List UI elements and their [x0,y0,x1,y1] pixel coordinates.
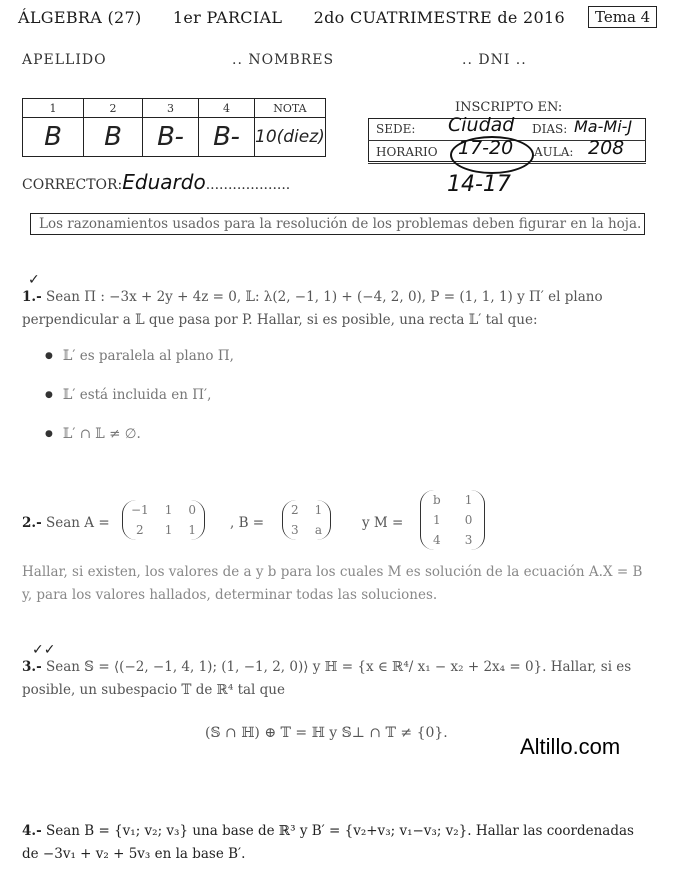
apellido-label: APELLIDO [22,52,107,68]
problem-2-intro [22,512,122,535]
grade-value-3: B- [143,118,199,157]
matrix-b-label: , B = [230,515,265,531]
matrix-a-cell: 0 [188,503,196,517]
matrix-m-cell: 4 [433,533,441,547]
corrector-label: CORRECTOR: [22,177,123,193]
matrix-a-cell: 1 [164,503,173,517]
exam-header [18,8,565,27]
matrix-a-cell: 1 [188,523,196,537]
problem-4-number: 4.- [22,823,42,839]
problem-4-line2: de −3v₁ + v₂ + 5v₃ en la base B′. [22,846,246,862]
matrix-m [420,490,485,550]
grades-table [22,98,326,157]
grade-value-2: B [84,118,143,157]
tema-badge: Tema 4 [588,6,657,28]
parcial-label: 1er PARCIAL [172,8,283,27]
problem-1 [22,286,662,332]
problem-1-bullet-2: ● 𝕃′ está incluida en Π′, [45,387,211,403]
grade-value-1: B [23,118,84,157]
matrix-m-cell: 1 [433,513,441,527]
problem-3-line2: posible, un subespacio 𝕋 de ℝ⁴ tal que [22,682,285,698]
problem-1-line2: perpendicular a 𝕃 que pasa por P. Hallar, si es posible, una recta 𝕃′ tal que: [22,312,538,328]
dias-label: DIAS: [532,122,568,136]
corrector-dots: ................... [205,177,291,193]
inscripto-title: INSCRIPTO EN: [455,100,563,115]
sede-value: Ciudad [448,114,515,136]
problem-2-text [22,561,662,607]
double-check-mark-icon: ✓✓ [32,642,56,658]
sede-label: SEDE: [376,122,416,136]
grade-value-4: B- [199,118,255,157]
problem-3-line1: Sean 𝕊 = ⟨(−2, −1, 4, 1); (1, −1, 2, 0)⟩ y ℍ = {x ∈ ℝ⁴/ x₁ − x₂ + 2x₄ = 0}. Hallar, si es [46,659,632,675]
horario-label: HORARIO [376,145,438,159]
matrix-a-cell: −1 [131,503,149,517]
problem-2-line2: y, para los valores hallados, determinar todas las soluciones. [22,587,438,603]
problem-3 [22,656,662,702]
dias-value: Ma-Mi-J [574,117,633,136]
grade-header-4: 4 [199,99,255,118]
matrix-m-cell: 3 [464,533,473,547]
problem-3-number: 3.- [22,659,42,675]
grade-header-nota: NOTA [255,99,326,118]
nombres-label: .. NOMBRES [232,52,335,68]
check-mark-icon: ✓ [28,272,40,288]
cuatrimestre-label: 2do CUATRIMESTRE de 2016 [313,8,565,27]
watermark: Altillo.com [520,734,621,759]
subject-title: ÁLGEBRA (27) [18,8,142,27]
problem-3-equation: (𝕊 ∩ ℍ) ⊕ 𝕋 = ℍ y 𝕊⊥ ∩ 𝕋 ≠ {0}. [205,725,448,741]
aula-label: AULA: [534,145,574,159]
corrector-line [22,170,290,194]
matrix-b-cell: 3 [291,523,299,537]
problem-2-line1: Hallar, si existen, los valores de a y b para los cuales M es solución de la ecuación A.X = B [22,564,643,580]
horario-circle [450,136,534,174]
problem-1-line1: Sean Π : −3x + 2y + 4z = 0, 𝕃: λ(2, −1, 1) + (−4, 2, 0), P = (1, 1, 1) y Π′ el plano [46,289,603,305]
matrix-m-label: y M = [362,515,404,531]
grade-value-nota: 10(diez) [255,118,326,157]
matrix-m-cell: 0 [464,513,473,527]
matrix-a-cell: 1 [164,523,173,537]
matrix-m-cell: 1 [464,493,473,507]
corrector-signature: Eduardo [122,170,206,194]
matrix-b [282,500,331,540]
grade-header-2: 2 [84,99,143,118]
horario-value: 17-20 [458,137,514,159]
matrix-b-cell: a [314,523,323,537]
problem-2-sean: Sean A = [46,515,110,531]
instruction-note: Los razonamientos usados para la resolución de los problemas deben figurar en la hoja. [30,213,645,235]
problem-1-number: 1.- [22,289,42,305]
matrix-a-cell: 2 [136,523,144,537]
matrix-m-cell: b [433,493,441,507]
matrix-a [122,500,205,540]
matrix-b-cell: 2 [291,503,299,517]
matrix-b-cell: 1 [314,503,323,517]
horario-handnote: 14-17 [447,172,511,197]
dni-label: .. DNI .. [462,52,527,68]
problem-2-number: 2.- [22,515,42,531]
problem-1-bullet-3: ● 𝕃′ ∩ 𝕃 ≠ ∅. [45,426,141,442]
problem-1-bullet-1: ● 𝕃′ es paralela al plano Π, [45,348,234,364]
grade-header-1: 1 [23,99,84,118]
problem-4-line1: Sean B = {v₁; v₂; v₃} una base de ℝ³ y B′ = {v₂+v₃; v₁−v₃; v₂}. Hallar las coordenadas [46,823,634,839]
problem-4 [22,820,662,866]
aula-value: 208 [588,137,625,159]
grade-header-3: 3 [143,99,199,118]
